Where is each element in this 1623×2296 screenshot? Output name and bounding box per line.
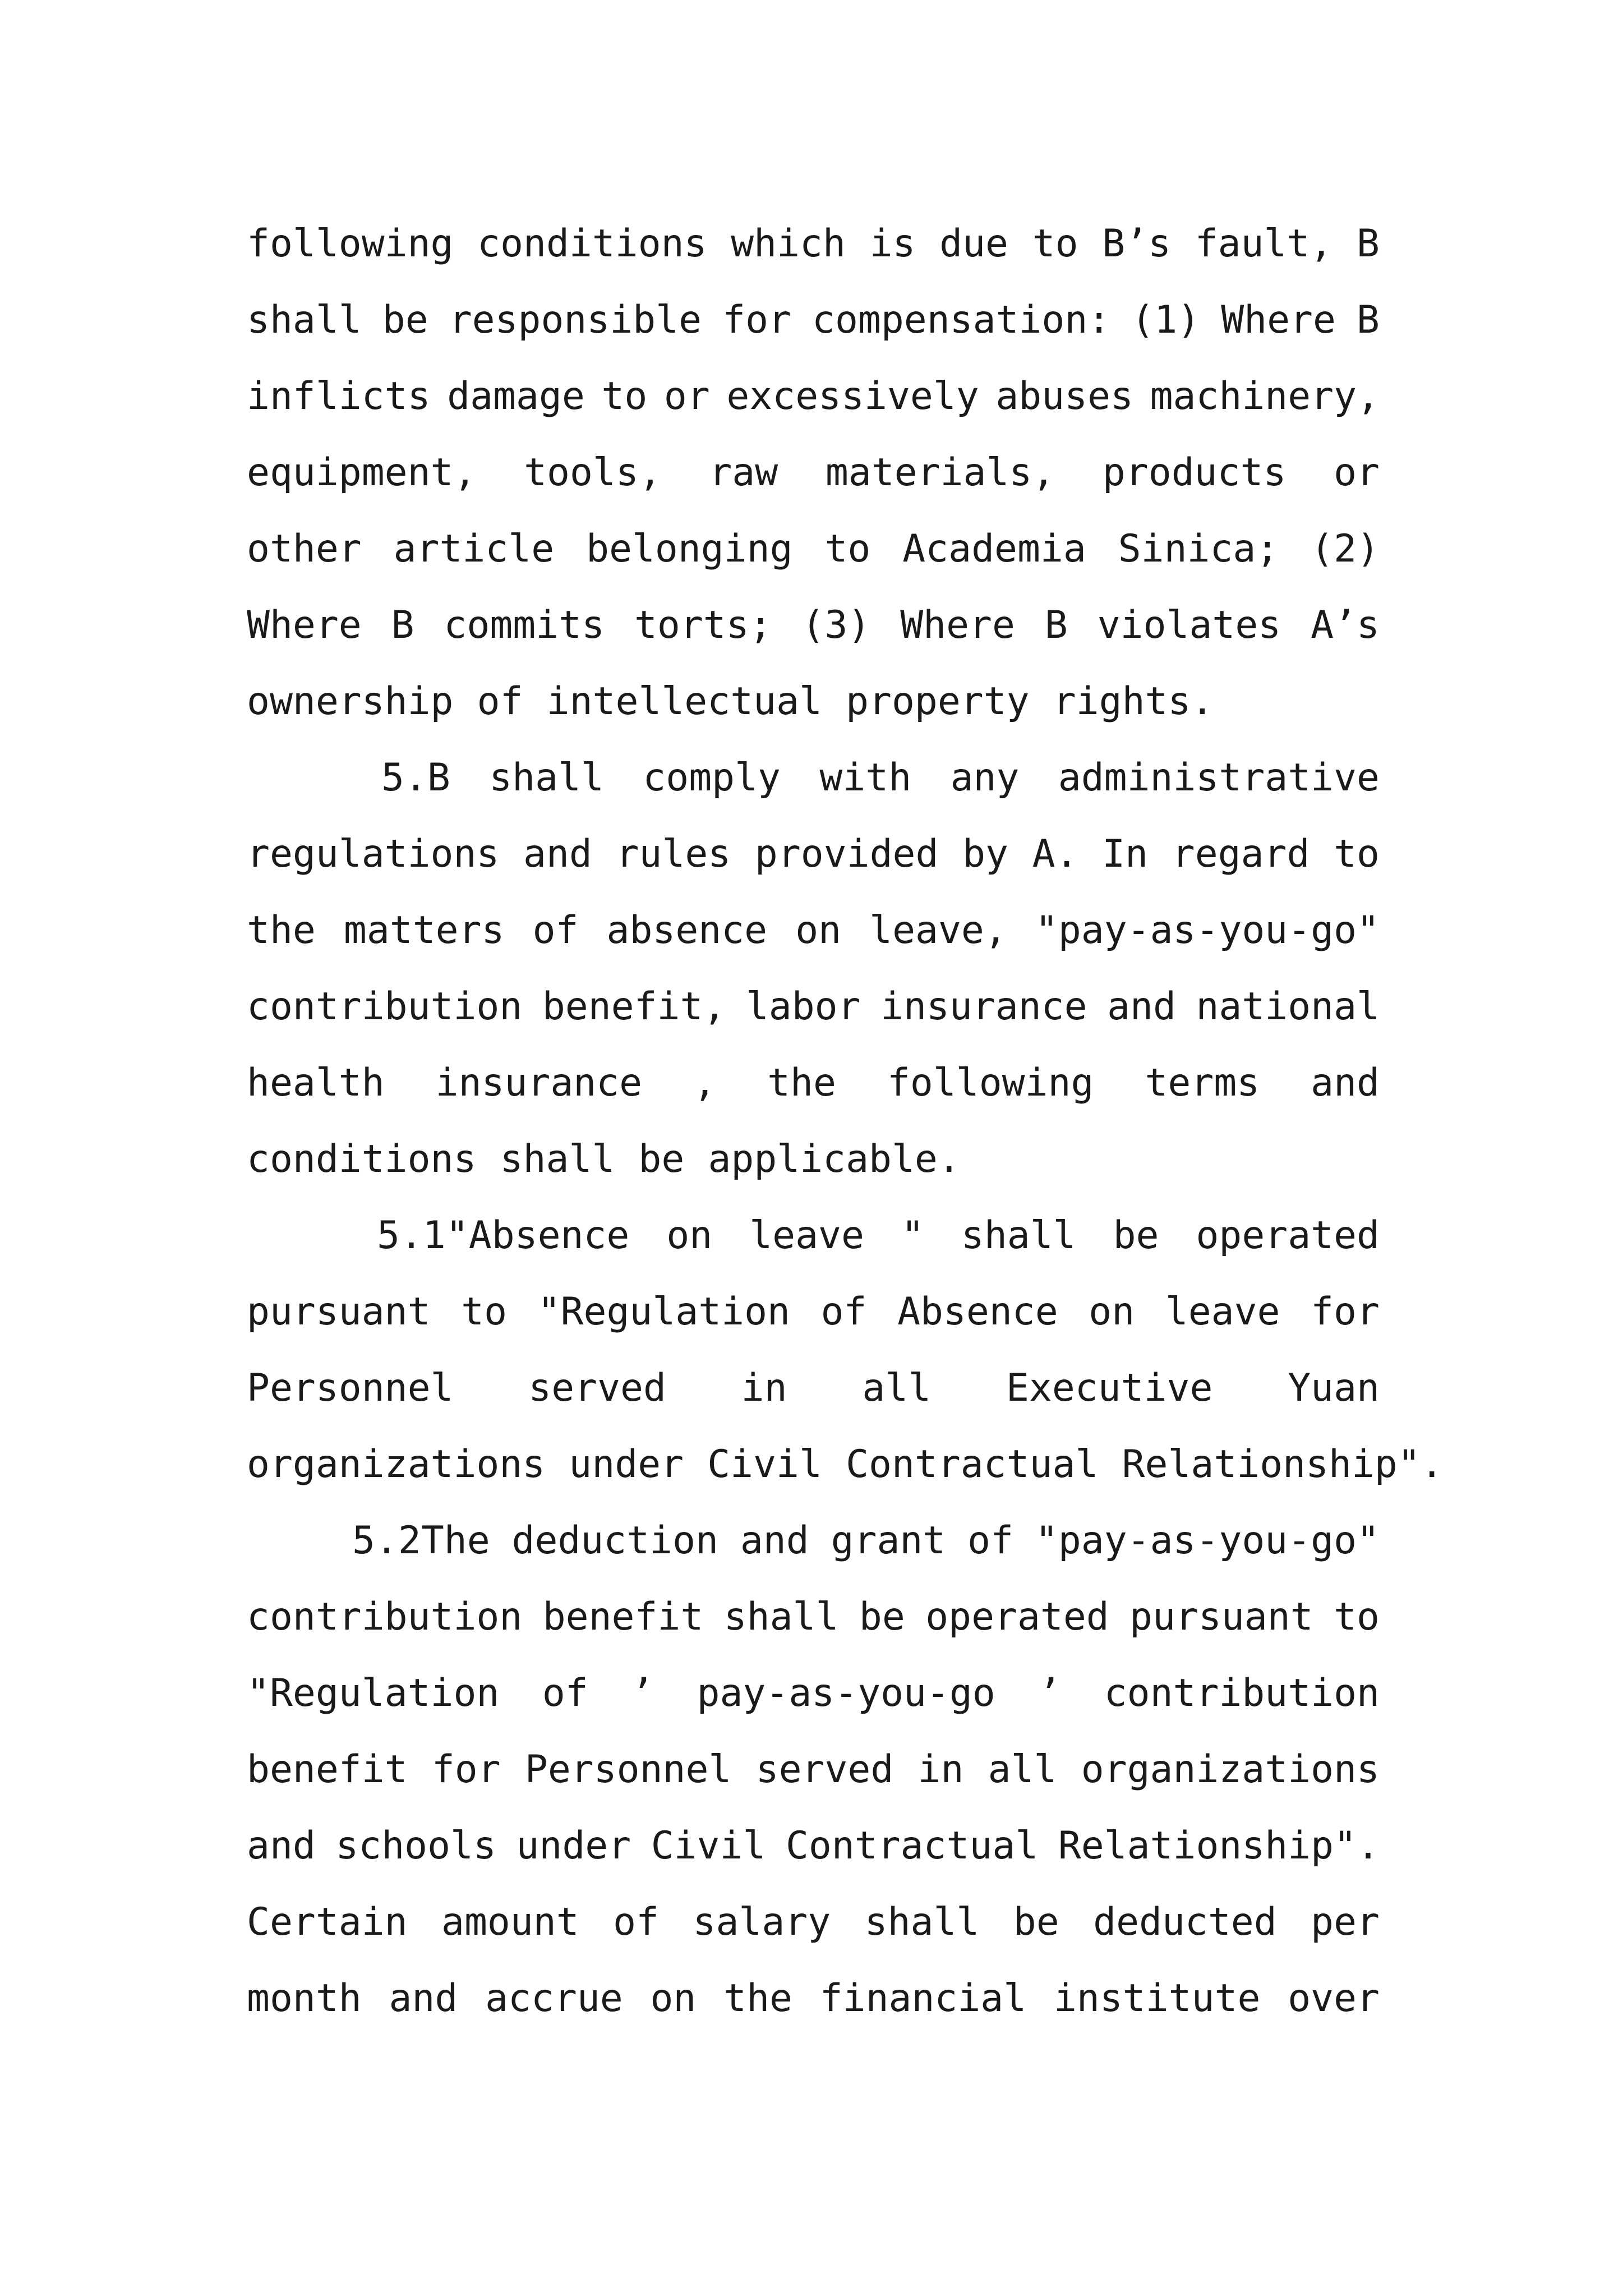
text-line: Certain amount of salary shall be deducted per bbox=[247, 1900, 1380, 1944]
text-line: month and accrue on the financial institute over bbox=[247, 1976, 1380, 2021]
text-line: equipment, tools, raw materials, products or bbox=[247, 450, 1380, 495]
text-line: 5.2The deduction and grant of "pay-as-you-go" bbox=[352, 1519, 1380, 1563]
text-line: inflicts damage to or excessively abuses machinery, bbox=[247, 374, 1380, 418]
text-line: 5.B shall comply with any administrative bbox=[381, 756, 1380, 800]
text-line: regulations and rules provided by A. In regard to bbox=[247, 832, 1380, 876]
text-line: shall be responsible for compensation: (1) Where B bbox=[247, 298, 1380, 342]
text-line: 5.1"Absence on leave " shall be operated bbox=[377, 1213, 1380, 1258]
text-line: conditions shall be applicable. bbox=[247, 1137, 961, 1181]
text-line: contribution benefit, labor insurance and national bbox=[247, 984, 1380, 1029]
text-line: health insurance , the following terms and bbox=[247, 1061, 1380, 1105]
text-line: "Regulation of ’ pay-as-you-go ’ contribution bbox=[247, 1671, 1380, 1715]
text-line: Where B commits torts; (3) Where B violates A’s bbox=[247, 603, 1380, 647]
text-line: other article belonging to Academia Sinica; (2) bbox=[247, 527, 1380, 571]
text-line: benefit for Personnel served in all organizations bbox=[247, 1747, 1380, 1792]
text-line: ownership of intellectual property rights. bbox=[247, 679, 1214, 724]
text-line: Personnel served in all Executive Yuan bbox=[247, 1366, 1380, 1410]
text-line: pursuant to "Regulation of Absence on leave for bbox=[247, 1290, 1380, 1334]
text-line: contribution benefit shall be operated pursuant to bbox=[247, 1595, 1380, 1639]
text-line: the matters of absence on leave, "pay-as-you-go" bbox=[247, 908, 1380, 953]
text-line: following conditions which is due to B’s fault, B bbox=[247, 222, 1380, 266]
text-line: organizations under Civil Contractual Relationship". bbox=[247, 1442, 1444, 1487]
text-line: and schools under Civil Contractual Relationship". bbox=[247, 1824, 1380, 1868]
